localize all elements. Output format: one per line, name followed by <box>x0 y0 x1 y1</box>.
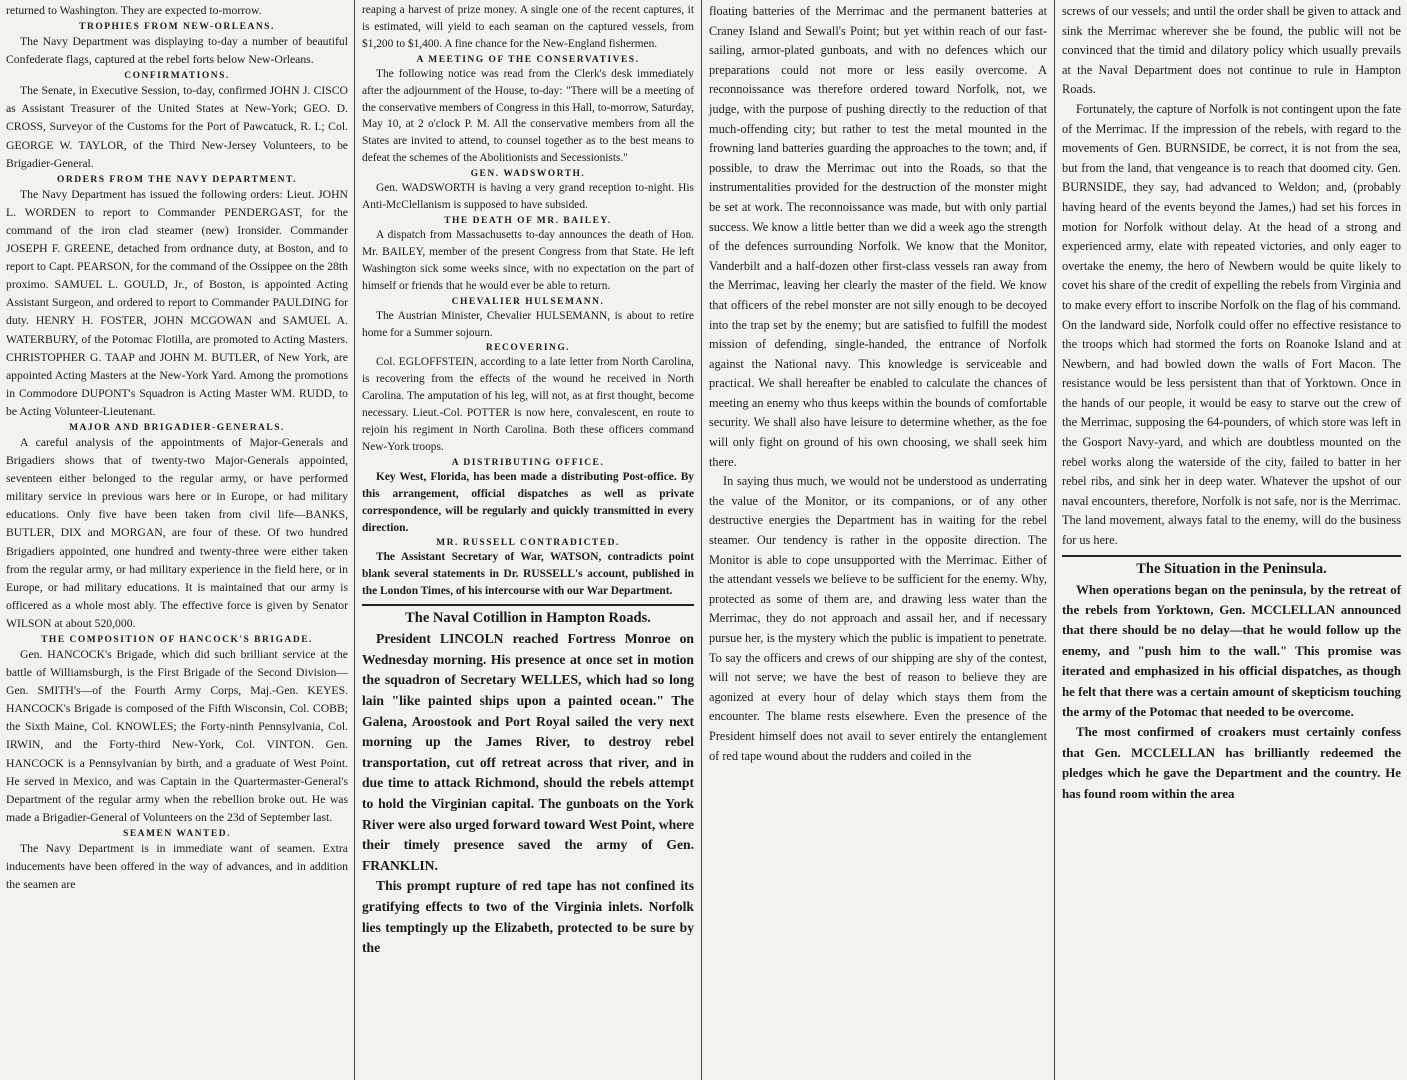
article-recovering <box>362 343 694 455</box>
story-paragraph: floating batteries of the Merrimac and the permanent batteries at Craney Island and Sewall's Point; but yet within reach of our fast-sailing, armor-plated gunboats, and with no defences which our preparations could not more or less easily overcome. A reconnoissance was therefore ordered toward Norfolk, not, we judge, with the purpose of pushing directly to the reduction of that much-offending city; but rather to test the metal mounted in the frowning land batteries guarding the approaches to the town; and, if possible, to draw the Merrimac out into the Roads, so that the instrumentalities provided for the destruction of the monster might be set at work. The reconnoissance was made, but with only partial success. We know a little better than we did a week ago the strength of the defences surrounding Norfolk. We know that the Monitor, Vanderbilt and a half-dozen other first-class vessels ran away from the Merrimac, leaving her clearly the master of the field. We know that officers of the rebel monster are not silly enough to be decoyed into the trap set by the enemy; but are satisfied to fulfill the modest mission of defending, single-handed, the entrance of Norfolk against the National navy. This knowledge is serviceable and practical. We shall hereafter be enabled to calculate the chances of meeting an enemy who thus keeps within the bounds of comfortable security. We shall also have leisure to determine whether, as the foe will only fight on ground of his own choosing, we shall seek him there. <box>709 4 1047 469</box>
article-text: Key West, Florida, has been made a distributing Post-office. By this arrangement, official dispatches as well as private correspondence, will be regularly and quickly transmitted in every direction. <box>362 470 694 534</box>
article-text: A careful analysis of the appointments of Major-Generals and Brigadiers shows that of twenty-two Major-Generals appointed, seventeen either belonged to the regular army, or have performed military service in previous wars here or in Europe, or had military educations. Only five have been taken from civil life—BANKS, BUTLER, DIX and MORGAN, are four of these. Of two hundred Brigadiers appointed, one hundred and twenty-three were either taken from the regular army, or had military experience in the field here, or in Europe, or had military educations. It is maintained that our army is officered as a whole most ably. The effective force is given by Senator WILSON at about 520,000. <box>6 435 348 630</box>
article-text: The following notice was read from the Clerk's desk immediately after the adjournment of the House, to-day: "There will be a meeting of the conservative members of Congress in this Hall, to-morrow, Saturday, May 10, at 2 o'clock P. M. All the conservative members from all the States are invited to attend, to counsel together as to the best means to defeat the schemes of the Abolitionists and Secessionists." <box>362 67 694 165</box>
article-heading: MAJOR AND BRIGADIER-GENERALS. <box>69 422 285 433</box>
article-heading: THE DEATH OF MR. BAILEY. <box>444 215 612 226</box>
article-text: Col. EGLOFFSTEIN, according to a late letter from North Carolina, is recovering from the effects of the wound he received in North Carolina. The amputation of his leg, will not, as at first thought, become necessary. Lieut.-Col. POTTER is now here, convalescent, en route to rejoin his regiment in North Carolina. Both these officers command New-York troops. <box>362 356 694 453</box>
story-paragraph: This prompt rupture of red tape has not confined its gratifying effects to two of the Virginia inlets. Norfolk lies temptingly up the Elizabeth, protected to be sure by the <box>362 878 694 956</box>
column-rule <box>1054 0 1055 1080</box>
article-generals <box>6 423 348 633</box>
article-heading: CHEVALIER HULSEMANN. <box>451 296 605 307</box>
article-naval-cotillion <box>362 604 694 959</box>
article-text: The Senate, in Executive Session, to-day, confirmed JOHN J. CISCO as Assistant Treasurer of the United States at New-York; GEO. D. CROSS, Surveyor of the Customs for the Port of Pawcatuck, R. I.; Col. GEORGE W. TAYLOR, of the Third New-Jersey Volunteers, to be Brigadier-General. <box>6 84 348 170</box>
article-seamen-wanted <box>6 829 348 894</box>
article-text: reaping a harvest of prize money. A single one of the recent captures, it is estimated, will yield to each seaman on the captured vessels, from $1,200 to $1,400. A fine chance for the New-England fishermen. <box>362 4 694 50</box>
article-text: Gen. WADSWORTH is having a very grand reception to-night. His Anti-McClellanism is supposed to have subsided. <box>362 182 694 212</box>
article-hancock-brigade <box>6 635 348 827</box>
article-text: The Navy Department is in immediate want of seamen. Extra inducements have been offered in the way of advances, and in addition the seamen are <box>6 841 348 892</box>
column-2 <box>356 0 700 1080</box>
article-heading: MR. RUSSELL CONTRADICTED. <box>436 538 620 549</box>
column-3 <box>703 0 1053 1080</box>
story-paragraph: President LINCOLN reached Fortress Monroe on Wednesday morning. His presence at once set in motion the squadron of Secretary WELLES, which had so long lain "like painted ships upon a painted ocean." The Galena, Aroostook and Port Royal sailed the very next morning up the James River, to destroy rebel transportation, cut off retreat across that river, and in due time to attack Richmond, should the rebels attempt to hold the Virginian capital. The gunboats on the York River were also urged forward toward West Point, where their timely presence saved the army of Gen. FRANKLIN. <box>362 631 694 873</box>
article-trophies <box>6 22 348 69</box>
article-text: The Navy Department was displaying to-day a number of beautiful Confederate flags, captured at the rebel forts below New-Orleans. <box>6 35 348 67</box>
article-heading: THE COMPOSITION OF HANCOCK'S BRIGADE. <box>41 635 313 645</box>
column-rule <box>701 0 702 1080</box>
article-text: The Assistant Secretary of War, WATSON, contradicts point blank several statements in Dr. RUSSELL's account, published in the London Times, of his intercourse with our War Department. <box>362 551 694 598</box>
article-heading: RECOVERING. <box>485 343 571 354</box>
article-hulsemann <box>362 297 694 342</box>
article-heading: CONFIRMATIONS. <box>124 71 230 82</box>
story-paragraph: When operations began on the peninsula, by the retreat of the rebels from Yorktown, Gen. MCCLELLAN announced that there should be no delay—that he would follow up the enemy, and "push him to the wall." This promise was iterated and emphasized in his official dispatches, as though he felt that there was a certain amount of skepticism touching the army of the Potomac that needed to be overcome. <box>1062 582 1401 720</box>
article-bailey <box>362 216 694 295</box>
article-heading: A MEETING OF THE CONSERVATIVES. <box>416 54 640 65</box>
article-wadsworth <box>362 169 694 214</box>
column-1 <box>0 0 354 1080</box>
article-continued <box>362 2 694 53</box>
column-rule <box>354 0 355 1080</box>
story-title: The Naval Cotillion in Hampton Roads. <box>362 604 694 627</box>
story-paragraph: screws of our vessels; and until the order shall be given to attack and sink the Merrimac wherever she be found, the public will not be convinced that the timid and dilatory policy which usually prevails at the Naval Department does not continue to rule in Hampton Roads. <box>1062 4 1401 97</box>
article-heading: GEN. WADSWORTH. <box>470 169 586 180</box>
article-peninsula <box>1062 555 1401 804</box>
article-text: The Austrian Minister, Chevalier HULSEMANN, is about to retire home for a Summer sojourn. <box>362 309 694 339</box>
article-continued <box>6 2 348 20</box>
article-confirmations <box>6 71 348 172</box>
article-heading: A DISTRIBUTING OFFICE. <box>451 457 605 468</box>
story-paragraph: In saying thus much, we would not be understood as underrating the value of the Monitor, or its companions, or of any other destructive energies the Department has in waiting for the rebel steamer. Our tendency is rather in the opposite direction. The Monitor is able to cope unsupported with the Merrimac. Either of the attendant vessels we believe to be sufficient for the enemy. Why, protected as some of them are, and drawing less water than the Merrimac, they do not approach and assail her, and if necessary pursue her, is the mystery which the public is impatient to penetrate. To say the officers and crews of our shipping are shy of the contest, will not serve; we have the best of reason to believe they are agonized at every hour of delay which stays them from the encounter. The blame rests elsewhere. Even the presence of the President himself does not avail to sever entirely the entanglement of red tape wound about the rudders and coiled in the <box>709 474 1047 763</box>
article-conservatives <box>362 55 694 167</box>
article-text: The Navy Department has issued the following orders: Lieut. JOHN L. WORDEN to report to Commander PENDERGAST, for the command of the iron clad steamer (new) Ironsider. Commander JOSEPH F. GREENE, detached from ordnance duty, at Boston, and to report to Capt. PEARSON, for the command of the Ossippee on the 28th proximo. SAMUEL L. GOULD, Jr., of Boston, is appointed Acting Assistant Surgeon, and ordered to report to Commander PAULDING for duty. HENRY H. FOSTER, JOHN MCGOWAN and SAMUEL A. WATERBURY, of the Potomac Flotilla, are promoted to Acting Masters. CHRISTOPHER G. TAAP and JOHN M. BUTLER, of New York, are appointed Acting Masters at the New-York Yard. Among the promotions in Commodore DUPONT's Squadron is Acting Master WM. RUDD, to be Acting Volunteer-Lieutenant. <box>6 187 348 418</box>
article-distributing-office <box>362 458 694 537</box>
column-4 <box>1056 0 1407 1080</box>
article-russell <box>362 538 694 600</box>
article-heading: SEAMEN WANTED. <box>123 828 231 839</box>
article-heading: TROPHIES FROM NEW-ORLEANS. <box>79 22 275 33</box>
story-paragraph: Fortunately, the capture of Norfolk is not contingent upon the fate of the Merrimac. If the impression of the rebels, with regard to the movements of Gen. BURNSIDE, be correct, it is not from the sea, but from the land, that vengeance is to reach that doomed city. Gen. BURNSIDE, they say, had advanced to Weldon; and, (probably having heard of the events beyond the James,) had set his forces in motion for Norfolk without delay. At the head of a strong and experienced army, elate with repeated victories, and only eager to overtake the enemy, the hero of Newbern would be quite likely to covet his share of the credit of expelling the rebels from Virginia and to make every effort to inscribe Norfolk on the flag of his command. On the landward side, Norfolk could offer no effective resistance to the troops which had stormed the forts on Roanoke Island and at Newbern, and had bowled down the walls of Fort Macon. The resistance would be less persistent than that of Yorktown. Once in the hands of our people, it would be easy to starve out the crew of the Merrimac, supposing the 64-pounders, of which store was left in the Gosport Navy-yard, and which are doubtless mounted on the rebel works along the waterside of the city, failed to batter in her rebel ribs, and sink her in deep water. Whatever the upshot of our naval encounters, therefore, Norfolk is not safe, nor is the Merrimac. The land movement, always fatal to the enemy, will do the business for us here. <box>1062 101 1401 548</box>
article-text: returned to Washington. They are expected to-morrow. <box>6 4 262 17</box>
article-text: Gen. HANCOCK's Brigade, which did such brilliant service at the battle of Williamsburgh, is the First Brigade of the Second Division—Gen. SMITH's—of the Fourth Army Corps, Maj.-Gen. KEYES. HANCOCK's Brigade is composed of the Fifth Wisconsin, Col. COBB; the Sixth Maine, Col. KNOWLES; the Forty-ninth Pennsylvania, Col. IRWIN, and the Forty-third New-York, Col. VINTON. Gen. HANCOCK is a Pennsylvanian by birth, and a graduate of West Point. He served in Mexico, and was Captain in the Quartermaster-General's Department of the regular army when the rebellion broke out. He was made a Brigadier-General of Volunteers on the 23d of September last. <box>6 648 348 824</box>
story-title: The Situation in the Peninsula. <box>1062 555 1401 578</box>
article-navy-orders <box>6 175 348 421</box>
article-text: A dispatch from Massachusetts to-day announces the death of Hon. Mr. BAILEY, member of the present Congress from that State. He left Washington sick some weeks since, with no expectation on the part of himself or friends that he would ever be able to return. <box>362 228 694 292</box>
story-paragraph: The most confirmed of croakers must certainly confess that Gen. MCCLELLAN has brilliantly redeemed the pledges which he gave the Department and the country. He has found room within the area <box>1062 725 1401 801</box>
article-heading: ORDERS FROM THE NAVY DEPARTMENT. <box>56 174 298 185</box>
